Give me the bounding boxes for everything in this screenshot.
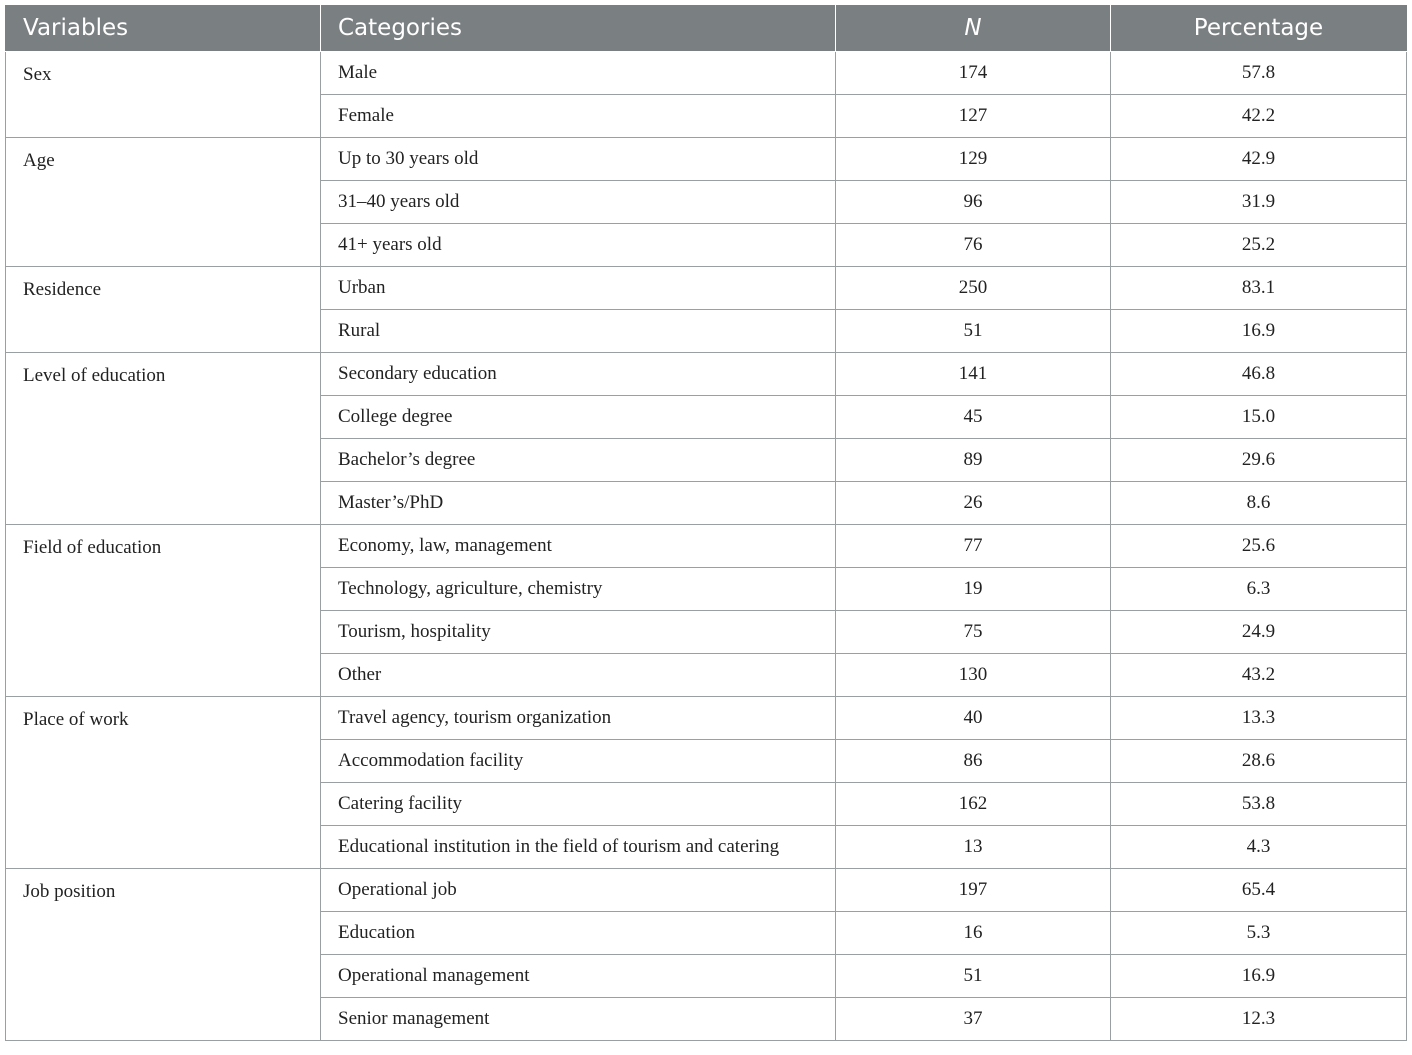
variable-cell: Sex xyxy=(6,52,321,138)
n-cell: 45 xyxy=(836,396,1111,439)
table-row xyxy=(6,869,1407,912)
n-cell: 37 xyxy=(836,998,1111,1041)
n-cell: 129 xyxy=(836,138,1111,181)
n-cell: 13 xyxy=(836,826,1111,869)
table-row xyxy=(6,353,1407,396)
table-row xyxy=(6,267,1407,310)
variable-cell: Field of education xyxy=(6,525,321,697)
category-cell: Travel agency, tourism organization xyxy=(321,697,836,740)
table-header xyxy=(6,5,1407,52)
header-variables: Variables xyxy=(6,5,321,52)
category-cell: Master’s/PhD xyxy=(321,482,836,525)
header-row xyxy=(6,5,1407,52)
n-cell: 127 xyxy=(836,95,1111,138)
percentage-cell: 43.2 xyxy=(1111,654,1407,697)
percentage-cell: 6.3 xyxy=(1111,568,1407,611)
percentage-cell: 12.3 xyxy=(1111,998,1407,1041)
header-n: N xyxy=(836,5,1111,52)
n-cell: 96 xyxy=(836,181,1111,224)
category-cell: Urban xyxy=(321,267,836,310)
n-cell: 77 xyxy=(836,525,1111,568)
category-cell: Education xyxy=(321,912,836,955)
n-cell: 141 xyxy=(836,353,1111,396)
percentage-cell: 28.6 xyxy=(1111,740,1407,783)
category-cell: Catering facility xyxy=(321,783,836,826)
variable-cell: Place of work xyxy=(6,697,321,869)
percentage-cell: 65.4 xyxy=(1111,869,1407,912)
category-cell: 41+ years old xyxy=(321,224,836,267)
category-cell: Other xyxy=(321,654,836,697)
n-cell: 16 xyxy=(836,912,1111,955)
table-row xyxy=(6,697,1407,740)
table-row xyxy=(6,52,1407,95)
percentage-cell: 15.0 xyxy=(1111,396,1407,439)
demographics-table xyxy=(5,5,1407,1041)
category-cell: 31–40 years old xyxy=(321,181,836,224)
n-cell: 89 xyxy=(836,439,1111,482)
percentage-cell: 25.6 xyxy=(1111,525,1407,568)
header-percentage: Percentage xyxy=(1111,5,1407,52)
percentage-cell: 53.8 xyxy=(1111,783,1407,826)
n-cell: 40 xyxy=(836,697,1111,740)
category-cell: Technology, agriculture, chemistry xyxy=(321,568,836,611)
category-cell: Operational job xyxy=(321,869,836,912)
category-cell: Accommodation facility xyxy=(321,740,836,783)
n-cell: 51 xyxy=(836,310,1111,353)
percentage-cell: 16.9 xyxy=(1111,310,1407,353)
percentage-cell: 8.6 xyxy=(1111,482,1407,525)
variable-cell: Residence xyxy=(6,267,321,353)
category-cell: Operational management xyxy=(321,955,836,998)
percentage-cell: 16.9 xyxy=(1111,955,1407,998)
percentage-cell: 42.9 xyxy=(1111,138,1407,181)
n-cell: 76 xyxy=(836,224,1111,267)
percentage-cell: 24.9 xyxy=(1111,611,1407,654)
category-cell: Tourism, hospitality xyxy=(321,611,836,654)
category-cell: Female xyxy=(321,95,836,138)
n-cell: 51 xyxy=(836,955,1111,998)
n-cell: 75 xyxy=(836,611,1111,654)
percentage-cell: 13.3 xyxy=(1111,697,1407,740)
category-cell: Up to 30 years old xyxy=(321,138,836,181)
category-cell: Senior management xyxy=(321,998,836,1041)
n-cell: 162 xyxy=(836,783,1111,826)
n-cell: 86 xyxy=(836,740,1111,783)
demographics-table-container xyxy=(5,5,1406,1041)
table-body xyxy=(6,52,1407,1041)
percentage-cell: 25.2 xyxy=(1111,224,1407,267)
n-cell: 174 xyxy=(836,52,1111,95)
header-categories: Categories xyxy=(321,5,836,52)
percentage-cell: 4.3 xyxy=(1111,826,1407,869)
category-cell: Economy, law, management xyxy=(321,525,836,568)
category-cell: Male xyxy=(321,52,836,95)
category-cell: Rural xyxy=(321,310,836,353)
percentage-cell: 57.8 xyxy=(1111,52,1407,95)
n-cell: 250 xyxy=(836,267,1111,310)
table-row xyxy=(6,138,1407,181)
category-cell: Bachelor’s degree xyxy=(321,439,836,482)
percentage-cell: 42.2 xyxy=(1111,95,1407,138)
n-cell: 197 xyxy=(836,869,1111,912)
n-cell: 19 xyxy=(836,568,1111,611)
category-cell: Secondary education xyxy=(321,353,836,396)
percentage-cell: 83.1 xyxy=(1111,267,1407,310)
variable-cell: Level of education xyxy=(6,353,321,525)
percentage-cell: 5.3 xyxy=(1111,912,1407,955)
table-row xyxy=(6,525,1407,568)
percentage-cell: 46.8 xyxy=(1111,353,1407,396)
category-cell: College degree xyxy=(321,396,836,439)
variable-cell: Job position xyxy=(6,869,321,1041)
percentage-cell: 31.9 xyxy=(1111,181,1407,224)
n-cell: 130 xyxy=(836,654,1111,697)
n-cell: 26 xyxy=(836,482,1111,525)
category-cell: Educational institution in the field of tourism and catering xyxy=(321,826,836,869)
variable-cell: Age xyxy=(6,138,321,267)
percentage-cell: 29.6 xyxy=(1111,439,1407,482)
